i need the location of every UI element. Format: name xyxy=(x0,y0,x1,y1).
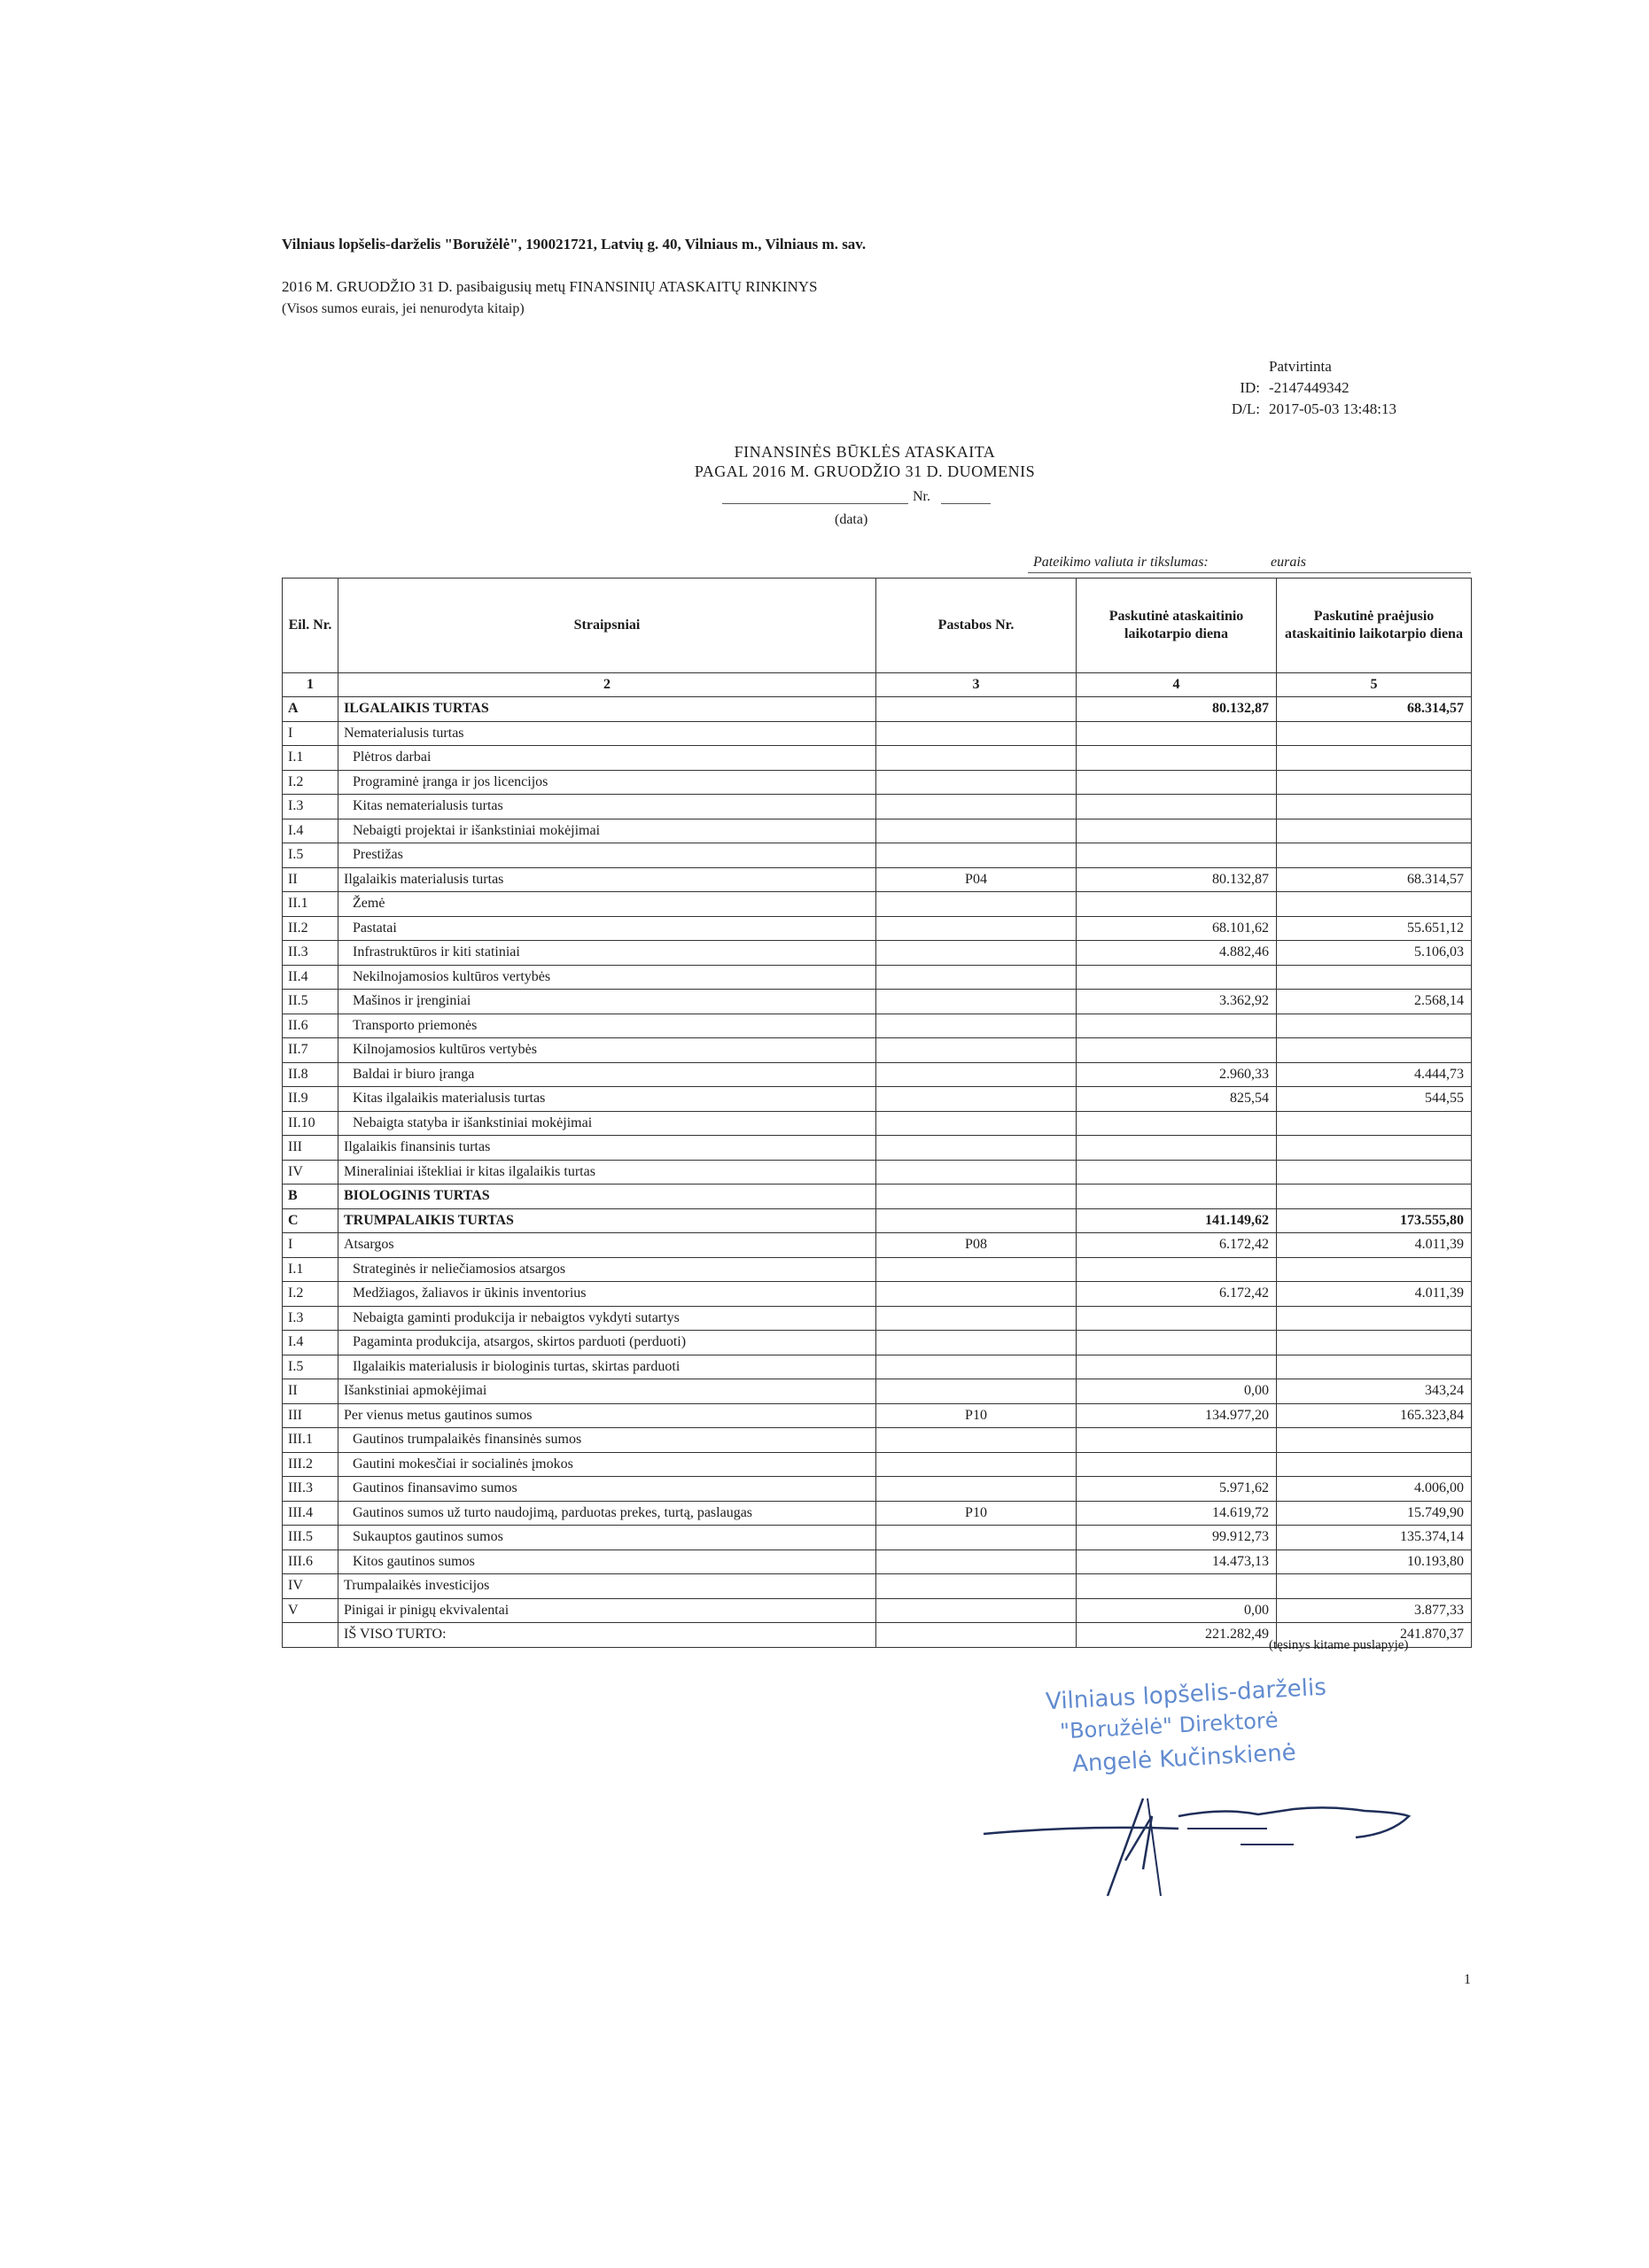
row-previous-value: 3.877,33 xyxy=(1277,1598,1472,1623)
row-note xyxy=(876,1111,1077,1136)
row-current-value xyxy=(1077,770,1277,795)
row-note xyxy=(876,1014,1077,1038)
row-previous-value: 173.555,80 xyxy=(1277,1208,1472,1233)
row-item-name: Nebaigta statyba ir išankstiniai mokėjimai xyxy=(338,1111,876,1136)
id-label: ID: xyxy=(1240,379,1260,396)
row-code: A xyxy=(283,697,338,722)
table-row xyxy=(283,1331,1472,1355)
row-code: I.3 xyxy=(283,795,338,819)
row-current-value: 6.172,42 xyxy=(1077,1233,1277,1258)
row-code: II.8 xyxy=(283,1062,338,1087)
row-previous-value xyxy=(1277,746,1472,771)
row-current-value xyxy=(1077,1111,1277,1136)
row-item-name: Nebaigti projektai ir išankstiniai mokėjimai xyxy=(338,819,876,843)
row-code: I.2 xyxy=(283,770,338,795)
row-note xyxy=(876,1208,1077,1233)
row-current-value: 134.977,20 xyxy=(1077,1403,1277,1428)
row-previous-value: 68.314,57 xyxy=(1277,867,1472,892)
row-note xyxy=(876,819,1077,843)
row-code: II.2 xyxy=(283,916,338,941)
row-note xyxy=(876,770,1077,795)
row-item-name: Mašinos ir įrenginiai xyxy=(338,990,876,1014)
row-item-name: Ilgalaikis materialusis turtas xyxy=(338,867,876,892)
table-row xyxy=(283,1136,1472,1161)
row-code: IV xyxy=(283,1160,338,1184)
row-item-name: Kitos gautinos sumos xyxy=(338,1550,876,1574)
row-current-value: 14.473,13 xyxy=(1077,1550,1277,1574)
row-code: II.4 xyxy=(283,965,338,990)
row-item-name: Transporto priemonės xyxy=(338,1014,876,1038)
row-code: IV xyxy=(283,1574,338,1599)
table-row xyxy=(283,1550,1472,1574)
table-row xyxy=(283,1233,1472,1258)
date-blank-line xyxy=(722,503,908,504)
row-current-value xyxy=(1077,1257,1277,1282)
row-note xyxy=(876,697,1077,722)
table-row xyxy=(283,1428,1472,1453)
row-previous-value: 343,24 xyxy=(1277,1379,1472,1404)
row-current-value xyxy=(1077,1014,1277,1038)
row-code: II.1 xyxy=(283,892,338,917)
row-previous-value xyxy=(1277,1111,1472,1136)
row-previous-value xyxy=(1277,892,1472,917)
table-row xyxy=(283,819,1472,843)
row-previous-value xyxy=(1277,1038,1472,1063)
row-previous-value xyxy=(1277,795,1472,819)
col-number: 4 xyxy=(1077,673,1277,697)
row-item-name: Gautinos trumpalaikės finansinės sumos xyxy=(338,1428,876,1453)
row-note xyxy=(876,1184,1077,1209)
row-item-name: Pastatai xyxy=(338,916,876,941)
row-note xyxy=(876,1136,1077,1161)
row-item-name: Kitas nematerialusis turtas xyxy=(338,795,876,819)
row-previous-value: 4.011,39 xyxy=(1277,1282,1472,1307)
row-item-name: Gautini mokesčiai ir socialinės įmokos xyxy=(338,1452,876,1477)
row-previous-value xyxy=(1277,1428,1472,1453)
row-current-value: 2.960,33 xyxy=(1077,1062,1277,1087)
row-item-name: Sukauptos gautinos sumos xyxy=(338,1526,876,1550)
row-item-name: IŠ VISO TURTO: xyxy=(338,1623,876,1648)
row-previous-value xyxy=(1277,1257,1472,1282)
row-note xyxy=(876,843,1077,868)
row-note: P10 xyxy=(876,1501,1077,1526)
row-code: I.5 xyxy=(283,1355,338,1379)
row-item-name: ILGALAIKIS TURTAS xyxy=(338,697,876,722)
row-current-value xyxy=(1077,1574,1277,1599)
institution-line: Vilniaus lopšelis-darželis "Boružėlė", 190021721, Latvių g. 40, Vilniaus m., Vilniaus m. sav. xyxy=(282,236,867,252)
report-title: FINANSINĖS BŪKLĖS ATASKAITA xyxy=(734,443,996,461)
row-code: III.4 xyxy=(283,1501,338,1526)
row-previous-value: 68.314,57 xyxy=(1277,697,1472,722)
row-code: I xyxy=(283,1233,338,1258)
row-item-name: Pagaminta produkcija, atsargos, skirtos parduoti (perduoti) xyxy=(338,1331,876,1355)
row-item-name: Ilgalaikis finansinis turtas xyxy=(338,1136,876,1161)
row-code: I.3 xyxy=(283,1306,338,1331)
row-previous-value: 10.193,80 xyxy=(1277,1550,1472,1574)
row-code: III.5 xyxy=(283,1526,338,1550)
row-current-value: 5.971,62 xyxy=(1077,1477,1277,1502)
table-row xyxy=(283,1379,1472,1404)
row-note xyxy=(876,1598,1077,1623)
row-item-name: Kilnojamosios kultūros vertybės xyxy=(338,1038,876,1063)
row-code: C xyxy=(283,1208,338,1233)
row-previous-value: 241.870,37 xyxy=(1277,1623,1472,1648)
table-row xyxy=(283,1208,1472,1233)
row-note xyxy=(876,795,1077,819)
row-note xyxy=(876,1331,1077,1355)
col-header-row-number: Eil. Nr. xyxy=(283,579,338,673)
row-previous-value: 2.568,14 xyxy=(1277,990,1472,1014)
table-row xyxy=(283,1014,1472,1038)
row-code: II xyxy=(283,867,338,892)
row-item-name: Mineraliniai ištekliai ir kitas ilgalaikis turtas xyxy=(338,1160,876,1184)
row-current-value xyxy=(1077,1452,1277,1477)
row-item-name: Medžiagos, žaliavos ir ūkinis inventorius xyxy=(338,1282,876,1307)
row-code: III.3 xyxy=(283,1477,338,1502)
row-item-name: Trumpalaikės investicijos xyxy=(338,1574,876,1599)
col-header-notes: Pastabos Nr. xyxy=(876,579,1077,673)
row-item-name: Prestižas xyxy=(338,843,876,868)
row-note: P10 xyxy=(876,1403,1077,1428)
col-number: 1 xyxy=(283,673,338,697)
row-code: I.4 xyxy=(283,819,338,843)
row-code: III xyxy=(283,1136,338,1161)
stamp-line-2: "Boružėlė" Direktorė xyxy=(1059,1707,1280,1744)
row-item-name: Plėtros darbai xyxy=(338,746,876,771)
row-current-value: 4.882,46 xyxy=(1077,941,1277,966)
row-previous-value xyxy=(1277,1574,1472,1599)
row-previous-value xyxy=(1277,1355,1472,1379)
table-row xyxy=(283,892,1472,917)
row-note: P04 xyxy=(876,867,1077,892)
row-previous-value xyxy=(1277,1331,1472,1355)
row-item-name: Gautinos finansavimo sumos xyxy=(338,1477,876,1502)
dl-value: 2017-05-03 13:48:13 xyxy=(1269,400,1397,417)
row-current-value xyxy=(1077,1160,1277,1184)
row-note xyxy=(876,1062,1077,1087)
row-current-value: 14.619,72 xyxy=(1077,1501,1277,1526)
continued-note: (tęsinys kitame puslapyje) xyxy=(1269,1638,1409,1652)
row-code: B xyxy=(283,1184,338,1209)
row-previous-value: 4.444,73 xyxy=(1277,1062,1472,1087)
row-current-value xyxy=(1077,843,1277,868)
table-row xyxy=(283,1452,1472,1477)
row-code: III xyxy=(283,1403,338,1428)
row-code: III.6 xyxy=(283,1550,338,1574)
table-row xyxy=(283,770,1472,795)
row-current-value: 6.172,42 xyxy=(1077,1282,1277,1307)
table-row xyxy=(283,1477,1472,1502)
row-note xyxy=(876,1452,1077,1477)
row-note xyxy=(876,1282,1077,1307)
row-item-name: Žemė xyxy=(338,892,876,917)
table-row xyxy=(283,1526,1472,1550)
row-note xyxy=(876,990,1077,1014)
row-current-value xyxy=(1077,1355,1277,1379)
table-row xyxy=(283,990,1472,1014)
row-item-name: Strateginės ir neliečiamosios atsargos xyxy=(338,1257,876,1282)
precision-label: Pateikimo valiuta ir tikslumas: xyxy=(1033,555,1209,570)
row-previous-value: 4.006,00 xyxy=(1277,1477,1472,1502)
table-row xyxy=(283,795,1472,819)
row-previous-value xyxy=(1277,1136,1472,1161)
row-note xyxy=(876,1306,1077,1331)
row-note xyxy=(876,1477,1077,1502)
row-previous-value: 55.651,12 xyxy=(1277,916,1472,941)
row-note xyxy=(876,1550,1077,1574)
row-previous-value xyxy=(1277,1160,1472,1184)
row-code: I xyxy=(283,721,338,746)
row-current-value xyxy=(1077,1038,1277,1063)
table-row xyxy=(283,1257,1472,1282)
row-current-value xyxy=(1077,1306,1277,1331)
row-code: II xyxy=(283,1379,338,1404)
report-set-title: 2016 M. GRUODŽIO 31 D. pasibaigusių metų FINANSINIŲ ATASKAITŲ RINKINYS xyxy=(282,278,818,295)
row-current-value: 99.912,73 xyxy=(1077,1526,1277,1550)
row-code xyxy=(283,1623,338,1648)
col-number: 3 xyxy=(876,673,1077,697)
row-code: II.9 xyxy=(283,1087,338,1112)
page-number: 1 xyxy=(1464,1972,1471,1987)
table-row xyxy=(283,1574,1472,1599)
table-row xyxy=(283,1306,1472,1331)
row-item-name: Pinigai ir pinigų ekvivalentai xyxy=(338,1598,876,1623)
nr-label: Nr. xyxy=(913,489,930,504)
row-previous-value xyxy=(1277,965,1472,990)
signature-image xyxy=(975,1763,1435,1905)
row-current-value xyxy=(1077,721,1277,746)
col-header-previous-period: Paskutinė praėjusio ataskaitinio laikotarpio diena xyxy=(1277,579,1472,673)
row-code: V xyxy=(283,1598,338,1623)
table-row xyxy=(283,1087,1472,1112)
row-note xyxy=(876,1379,1077,1404)
row-note xyxy=(876,1087,1077,1112)
row-previous-value xyxy=(1277,770,1472,795)
row-current-value: 0,00 xyxy=(1077,1379,1277,1404)
row-code: II.10 xyxy=(283,1111,338,1136)
col-number: 2 xyxy=(338,673,876,697)
row-previous-value: 5.106,03 xyxy=(1277,941,1472,966)
row-current-value xyxy=(1077,892,1277,917)
row-current-value xyxy=(1077,1136,1277,1161)
row-note xyxy=(876,1574,1077,1599)
table-row xyxy=(283,1111,1472,1136)
row-previous-value: 135.374,14 xyxy=(1277,1526,1472,1550)
row-current-value xyxy=(1077,1428,1277,1453)
row-item-name: Per vienus metus gautinos sumos xyxy=(338,1403,876,1428)
row-note xyxy=(876,892,1077,917)
row-current-value xyxy=(1077,1184,1277,1209)
row-note xyxy=(876,1257,1077,1282)
table-row xyxy=(283,1355,1472,1379)
stamp-line-3: Angelė Kučinskienė xyxy=(1071,1739,1297,1778)
table-row xyxy=(283,721,1472,746)
row-item-name: Nekilnojamosios kultūros vertybės xyxy=(338,965,876,990)
table-row xyxy=(283,941,1472,966)
row-note xyxy=(876,1160,1077,1184)
row-current-value: 221.282,49 xyxy=(1077,1623,1277,1648)
row-note xyxy=(876,721,1077,746)
row-note xyxy=(876,1428,1077,1453)
row-code: II.6 xyxy=(283,1014,338,1038)
row-current-value: 141.149,62 xyxy=(1077,1208,1277,1233)
row-item-name: TRUMPALAIKIS TURTAS xyxy=(338,1208,876,1233)
row-item-name: Ilgalaikis materialusis ir biologinis turtas, skirtas parduoti xyxy=(338,1355,876,1379)
row-item-name: Infrastruktūros ir kiti statiniai xyxy=(338,941,876,966)
row-current-value: 825,54 xyxy=(1077,1087,1277,1112)
row-previous-value xyxy=(1277,843,1472,868)
stamp-line-1: Vilniaus lopšelis-darželis xyxy=(1045,1674,1327,1716)
row-note: P08 xyxy=(876,1233,1077,1258)
table-row xyxy=(283,746,1472,771)
row-note xyxy=(876,1355,1077,1379)
row-current-value: 3.362,92 xyxy=(1077,990,1277,1014)
date-caption: (data) xyxy=(835,512,868,527)
row-item-name: Gautinos sumos už turto naudojimą, parduotas prekes, turtą, paslaugas xyxy=(338,1501,876,1526)
row-current-value: 80.132,87 xyxy=(1077,697,1277,722)
table-row xyxy=(283,867,1472,892)
id-value: -2147449342 xyxy=(1269,379,1350,396)
row-previous-value: 4.011,39 xyxy=(1277,1233,1472,1258)
row-previous-value xyxy=(1277,1306,1472,1331)
row-previous-value: 15.749,90 xyxy=(1277,1501,1472,1526)
row-code: II.7 xyxy=(283,1038,338,1063)
row-code: I.1 xyxy=(283,1257,338,1282)
row-current-value: 68.101,62 xyxy=(1077,916,1277,941)
row-note xyxy=(876,1526,1077,1550)
table-row xyxy=(283,843,1472,868)
precision-rule xyxy=(1028,572,1471,573)
row-code: II.5 xyxy=(283,990,338,1014)
table-body xyxy=(283,697,1472,1648)
row-code: I.2 xyxy=(283,1282,338,1307)
table-row xyxy=(283,1598,1472,1623)
row-item-name: BIOLOGINIS TURTAS xyxy=(338,1184,876,1209)
row-item-name: Kitas ilgalaikis materialusis turtas xyxy=(338,1087,876,1112)
row-code: I.4 xyxy=(283,1331,338,1355)
table-row xyxy=(283,965,1472,990)
table-row xyxy=(283,1038,1472,1063)
precision-value: eurais xyxy=(1271,555,1306,570)
row-item-name: Atsargos xyxy=(338,1233,876,1258)
row-previous-value xyxy=(1277,1452,1472,1477)
row-previous-value xyxy=(1277,721,1472,746)
row-previous-value xyxy=(1277,1184,1472,1209)
table-row xyxy=(283,1501,1472,1526)
financial-position-table xyxy=(282,578,1472,1648)
row-previous-value xyxy=(1277,819,1472,843)
row-code: I.5 xyxy=(283,843,338,868)
row-code: III.1 xyxy=(283,1428,338,1453)
col-number: 5 xyxy=(1277,673,1472,697)
row-code: II.3 xyxy=(283,941,338,966)
row-item-name: Nebaigta gaminti produkcija ir nebaigtos vykdyti sutartys xyxy=(338,1306,876,1331)
row-code: III.2 xyxy=(283,1452,338,1477)
table-row xyxy=(283,697,1472,722)
table-row xyxy=(283,1160,1472,1184)
table-row xyxy=(283,1282,1472,1307)
dl-label: D/L: xyxy=(1231,400,1260,417)
row-note xyxy=(876,1623,1077,1648)
row-current-value xyxy=(1077,965,1277,990)
row-note xyxy=(876,941,1077,966)
table-row xyxy=(283,1062,1472,1087)
row-note xyxy=(876,1038,1077,1063)
col-header-items: Straipsniai xyxy=(338,579,876,673)
table-row xyxy=(283,916,1472,941)
table-row xyxy=(283,1403,1472,1428)
row-item-name: Išankstiniai apmokėjimai xyxy=(338,1379,876,1404)
col-header-current-period: Paskutinė ataskaitinio laikotarpio diena xyxy=(1077,579,1277,673)
row-note xyxy=(876,965,1077,990)
amounts-note: (Visos sumos eurais, jei nenurodyta kitaip) xyxy=(282,301,525,316)
table-row xyxy=(283,1184,1472,1209)
approval-status: Patvirtinta xyxy=(1269,358,1332,375)
report-subtitle: PAGAL 2016 M. GRUODŽIO 31 D. DUOMENIS xyxy=(694,462,1036,480)
row-item-name: Programinė įranga ir jos licencijos xyxy=(338,770,876,795)
row-current-value: 80.132,87 xyxy=(1077,867,1277,892)
row-previous-value: 165.323,84 xyxy=(1277,1403,1472,1428)
row-current-value xyxy=(1077,1331,1277,1355)
row-code: I.1 xyxy=(283,746,338,771)
row-current-value xyxy=(1077,795,1277,819)
row-previous-value xyxy=(1277,1014,1472,1038)
row-note xyxy=(876,916,1077,941)
row-current-value: 0,00 xyxy=(1077,1598,1277,1623)
row-item-name: Nematerialusis turtas xyxy=(338,721,876,746)
row-item-name: Baldai ir biuro įranga xyxy=(338,1062,876,1087)
row-current-value xyxy=(1077,819,1277,843)
row-previous-value: 544,55 xyxy=(1277,1087,1472,1112)
nr-blank-line xyxy=(941,503,991,504)
row-note xyxy=(876,746,1077,771)
row-current-value xyxy=(1077,746,1277,771)
